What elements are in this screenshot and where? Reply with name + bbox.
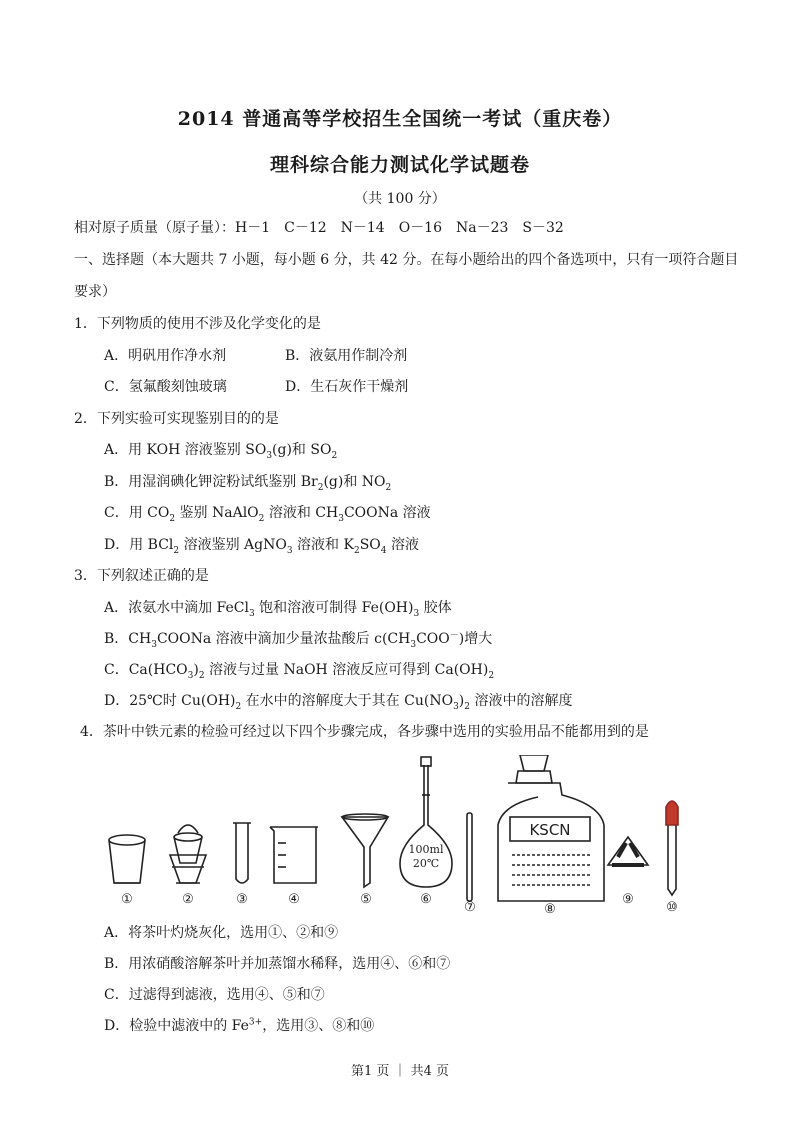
q1-option-c: C．氢氟酸刻蚀玻璃 [104, 379, 227, 395]
label-1: ① [121, 892, 133, 907]
label-4: ④ [288, 892, 300, 907]
label-2: ② [182, 892, 194, 907]
q2-option-c: C．用 $CO_2$ 鉴别 NaAlO$_2$ 溶液和 $CH_3COONa$ 溶液 [104, 505, 431, 524]
lab-apparatus-figure [100, 755, 700, 915]
label-9: ⑨ [622, 892, 634, 907]
q1-option-b: B．液氨用作制冷剂 [285, 348, 408, 364]
label-7: ⑦ [464, 900, 476, 915]
section-heading-line1: 一、选择题（本大题共 7 小题，每小题 6 分，共 42 分。在每小题给出的四个备选项中，只有一项符合题目 [74, 252, 739, 268]
clay-triangle-icon [608, 837, 648, 865]
q2-option-a: A．用 KOH 溶液鉴别 $SO_3(g)$和 $SO_2$ [104, 442, 338, 461]
clay-triangle-with-crucible-icon [170, 825, 206, 883]
flask-volume-label: 100ml [408, 843, 444, 856]
q3-stem: 3．下列叙述正确的是 [74, 568, 209, 584]
q4-option-c: C．过滤得到滤液，选用④、⑤和⑦ [104, 987, 325, 1003]
exam-title: 2014 普通高等学校招生全国统一考试（重庆卷） [177, 108, 623, 130]
glass-rod-icon [467, 813, 472, 901]
total-score: （共 100 分） [354, 191, 446, 207]
page-footer: 第1 页 ｜ 共4 页 [350, 1064, 450, 1079]
beaker-icon [270, 827, 318, 883]
q3-option-c: C．$Ca(HCO_3)_2$ 溶液与过量 NaOH 溶液反应可得到 $Ca(OH)_2$ [104, 662, 495, 681]
q3-option-b: B．$CH_3COONa$ 溶液中滴加少量浓盐酸后 $c(CH_3COO^-)$增大 [104, 630, 493, 650]
label-5: ⑤ [360, 892, 372, 907]
label-6: ⑥ [420, 892, 432, 907]
funnel-icon [342, 814, 388, 887]
section-heading-line2: 要求） [74, 284, 116, 300]
q4-option-a: A．将茶叶灼烧灰化，选用①、②和⑨ [104, 925, 339, 941]
q1-stem: 1．下列物质的使用不涉及化学变化的是 [74, 316, 321, 332]
test-tube-icon [233, 823, 251, 883]
flask-temp-label: 20℃ [412, 857, 440, 870]
q4-option-b: B．用浓硝酸溶解茶叶并加蒸馏水稀释，选用④、⑥和⑦ [104, 956, 451, 972]
q1-option-a: A．明矾用作净水剂 [104, 348, 227, 364]
q4-option-d: D．检验中滤液中的 $Fe^{3+}$，选用③、⑧和⑩ [104, 1017, 375, 1034]
label-8: ⑧ [544, 902, 556, 915]
q2-option-b: B．用湿润碘化钾淀粉试纸鉴别 $Br_2(g)$和 $NO_2$ [104, 474, 392, 493]
atomic-masses: 相对原子质量（原子量）：H－1 C－12 N－14 O－16 Na－23 S－32 [74, 220, 564, 236]
crucible-icon [109, 835, 145, 883]
q2-option-d: D．用 BCl$_2$ 溶液鉴别 AgNO$_3$ 溶液和 $K_2SO_4$ 溶液 [104, 537, 419, 556]
dropper-icon [666, 801, 678, 895]
q1-option-d: D．生石灰作干燥剂 [285, 379, 409, 395]
q3-option-a: A．浓氨水中滴加 FeCl$_3$ 饱和溶液可制得 $Fe(OH)_3$ 胶体 [104, 600, 452, 619]
bottle-label: KSCN [529, 821, 571, 839]
q3-option-d: D．25℃时 $Cu(OH)_2$ 在水中的溶解度大于其在 $Cu(NO_3)_2$ 溶液中的溶解度 [104, 693, 573, 712]
exam-subtitle: 理科综合能力测试化学试题卷 [269, 154, 530, 176]
label-3: ③ [236, 892, 248, 907]
q2-stem: 2．下列实验可实现鉴别目的的是 [74, 411, 279, 427]
label-10: ⑩ [666, 900, 678, 915]
q4-stem: 4．茶叶中铁元素的检验可经过以下四个步骤完成，各步骤中选用的实验用品不能都用到的是 [80, 724, 649, 740]
